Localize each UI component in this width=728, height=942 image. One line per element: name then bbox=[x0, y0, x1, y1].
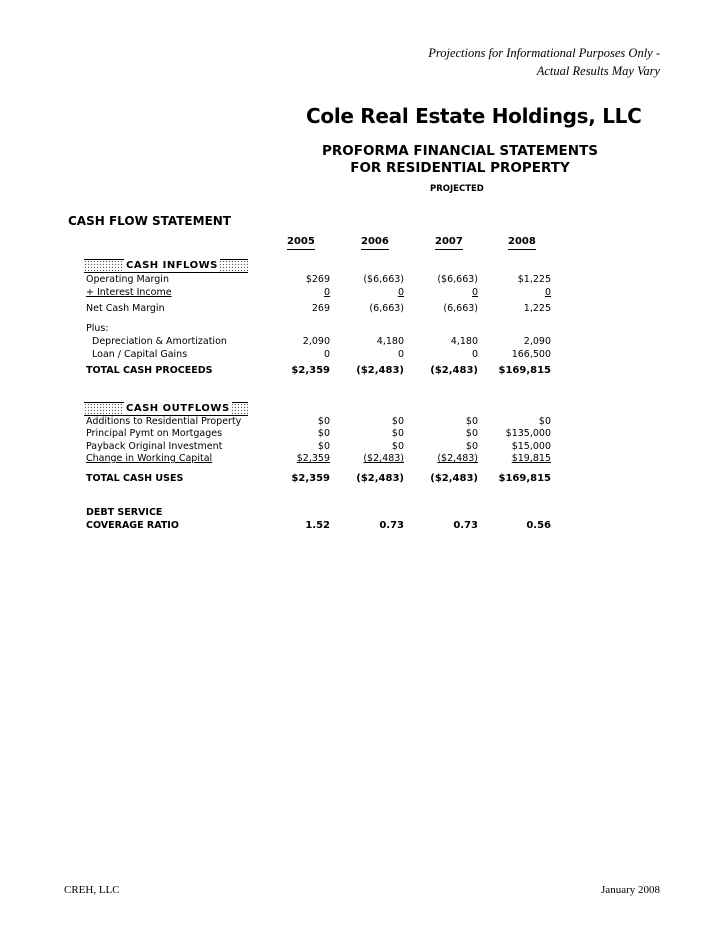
disclaimer bbox=[428, 44, 660, 80]
cash-inflows-header bbox=[84, 259, 248, 273]
value-2005: 0 bbox=[323, 349, 330, 360]
row-total-cash-uses bbox=[86, 472, 556, 485]
row-operating-margin bbox=[86, 273, 556, 286]
row-label: + Interest Income bbox=[86, 287, 172, 298]
value-2007: $0 bbox=[465, 428, 478, 439]
value-2008: $19,815 bbox=[511, 453, 551, 464]
value-2008: $0 bbox=[538, 416, 551, 427]
value-2008: $15,000 bbox=[511, 441, 551, 452]
row-label: Depreciation & Amortization bbox=[92, 336, 227, 347]
value-2008: 166,500 bbox=[511, 349, 551, 360]
subtitle-line-1: PROFORMA FINANCIAL STATEMENTS bbox=[321, 143, 598, 159]
value-2007: 0 bbox=[471, 287, 478, 298]
value-2008: $135,000 bbox=[505, 428, 551, 439]
value-2005: $0 bbox=[317, 428, 330, 439]
value-2005: 2,090 bbox=[302, 336, 330, 347]
value-2007: ($2,483) bbox=[430, 473, 478, 484]
value-2006: $0 bbox=[391, 441, 404, 452]
company-name: Cole Real Estate Holdings, LLC bbox=[306, 104, 642, 128]
value-2007: ($2,483) bbox=[430, 365, 478, 376]
value-2006: ($2,483) bbox=[356, 365, 404, 376]
value-2006: 0 bbox=[397, 287, 404, 298]
value-2006: 4,180 bbox=[376, 336, 404, 347]
value-2007: ($6,663) bbox=[437, 274, 478, 285]
statement-title: CASH FLOW STATEMENT bbox=[68, 214, 231, 228]
disclaimer-line-2: Actual Results May Vary bbox=[536, 64, 660, 78]
row-label: Additions to Residential Property bbox=[86, 416, 242, 427]
value-2007: 0 bbox=[471, 349, 478, 360]
value-2006: $0 bbox=[391, 428, 404, 439]
value-2007: $0 bbox=[465, 441, 478, 452]
row-interest-income bbox=[86, 286, 556, 299]
year-header-2005: 2005 bbox=[287, 235, 315, 250]
row-label: Principal Pymt on Mortgages bbox=[86, 428, 223, 439]
row-net-cash-margin bbox=[86, 302, 556, 315]
row-label: TOTAL CASH PROCEEDS bbox=[86, 365, 213, 376]
value-2006: ($2,483) bbox=[363, 453, 404, 464]
row-label: Change in Working Capital bbox=[86, 453, 213, 464]
row-debt-service bbox=[86, 506, 556, 519]
value-2007: 0.73 bbox=[453, 520, 478, 531]
debt-service-label: DEBT SERVICE bbox=[86, 507, 163, 518]
value-2005: $0 bbox=[317, 441, 330, 452]
value-2008: 1,225 bbox=[523, 303, 551, 314]
year-header-2006: 2006 bbox=[361, 235, 389, 250]
cash-outflows-header bbox=[84, 402, 248, 416]
year-header-2008: 2008 bbox=[508, 235, 536, 250]
value-2008: 2,090 bbox=[523, 336, 551, 347]
row-total-cash-proceeds bbox=[86, 364, 556, 377]
footer-date: January 2008 bbox=[601, 884, 660, 896]
row-working-capital bbox=[86, 452, 556, 465]
value-2005: $269 bbox=[305, 274, 330, 285]
value-2005: $2,359 bbox=[291, 365, 330, 376]
value-2008: $1,225 bbox=[517, 274, 551, 285]
value-2007: ($2,483) bbox=[437, 453, 478, 464]
value-2005: $0 bbox=[317, 416, 330, 427]
cash-outflows-label: CASH OUTFLOWS bbox=[126, 403, 230, 414]
value-2006: 0.73 bbox=[379, 520, 404, 531]
row-loan-capital-gains bbox=[86, 348, 556, 361]
value-2005: 269 bbox=[311, 303, 330, 314]
value-2008: $169,815 bbox=[498, 473, 551, 484]
row-label: TOTAL CASH USES bbox=[86, 473, 184, 484]
value-2005: 0 bbox=[323, 287, 330, 298]
value-2008: 0 bbox=[544, 287, 551, 298]
value-2007: 4,180 bbox=[450, 336, 478, 347]
coverage-ratio-label: COVERAGE RATIO bbox=[86, 520, 179, 531]
row-label: Payback Original Investment bbox=[86, 441, 223, 452]
value-2005: 1.52 bbox=[305, 520, 330, 531]
row-label: Net Cash Margin bbox=[86, 303, 165, 314]
footer-company: CREH, LLC bbox=[64, 884, 120, 896]
value-2006: (6,663) bbox=[369, 303, 404, 314]
value-2008: 0.56 bbox=[526, 520, 551, 531]
value-2006: ($2,483) bbox=[356, 473, 404, 484]
projected-label: PROJECTED bbox=[430, 184, 484, 194]
value-2005: $2,359 bbox=[291, 473, 330, 484]
plus-label: Plus: bbox=[86, 323, 109, 334]
row-depreciation bbox=[86, 335, 556, 348]
row-label: Operating Margin bbox=[86, 274, 169, 285]
value-2006: ($6,663) bbox=[363, 274, 404, 285]
row-coverage-ratio bbox=[86, 519, 556, 532]
disclaimer-line-1: Projections for Informational Purposes Only - bbox=[428, 46, 660, 60]
row-plus bbox=[86, 322, 556, 335]
year-header-2007: 2007 bbox=[435, 235, 463, 250]
cash-inflows-label: CASH INFLOWS bbox=[126, 260, 218, 271]
value-2006: $0 bbox=[391, 416, 404, 427]
value-2005: $2,359 bbox=[296, 453, 330, 464]
value-2007: $0 bbox=[465, 416, 478, 427]
row-label: Loan / Capital Gains bbox=[92, 349, 188, 360]
value-2007: (6,663) bbox=[443, 303, 478, 314]
value-2008: $169,815 bbox=[498, 365, 551, 376]
value-2006: 0 bbox=[397, 349, 404, 360]
subtitle-line-2: FOR RESIDENTIAL PROPERTY bbox=[350, 160, 570, 176]
row-principal bbox=[86, 427, 556, 440]
